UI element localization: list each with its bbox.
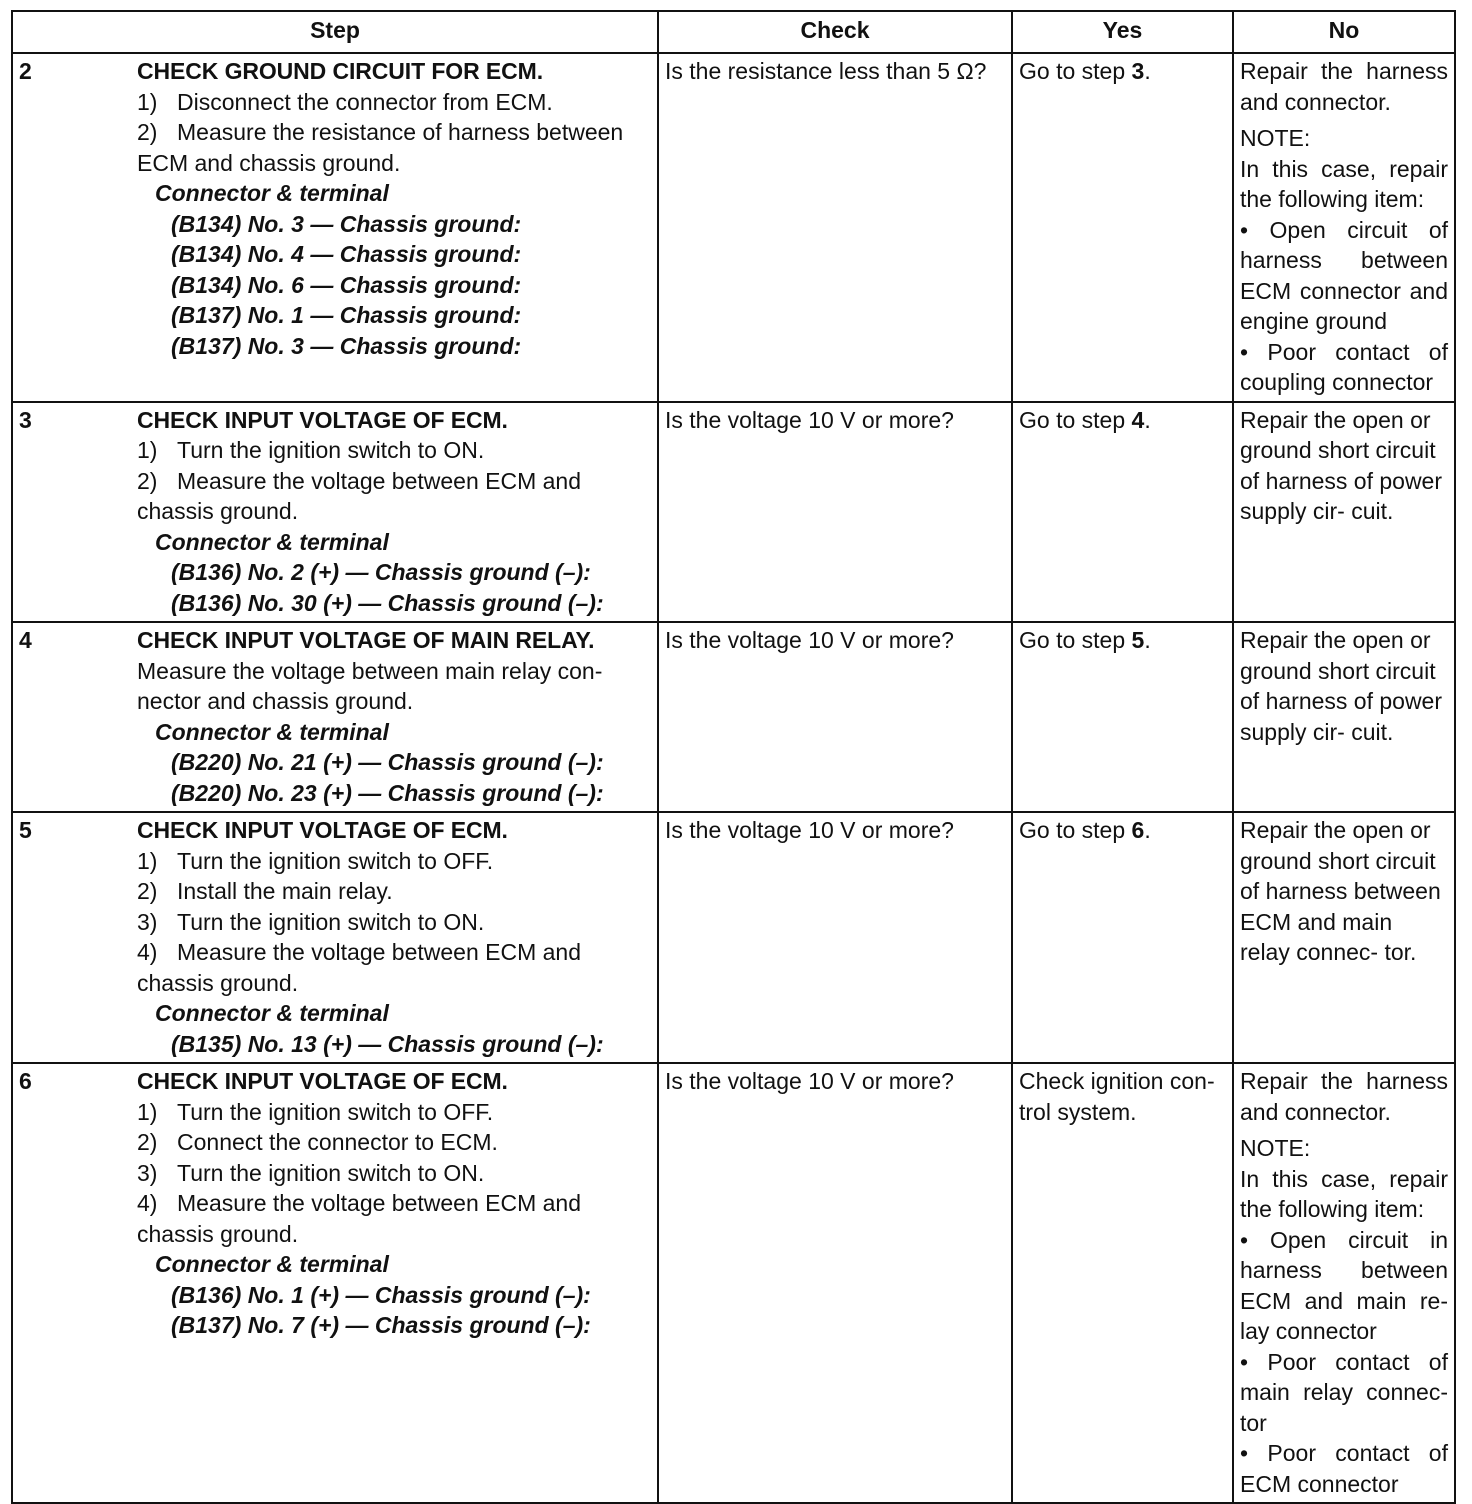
note-bullet: • Poor contact of ECM connector	[1240, 1440, 1448, 1497]
no-cell	[1233, 1063, 1455, 1503]
instruction-text: Connect the connector to ECM.	[177, 1129, 498, 1155]
instruction-text: Measure the resistance of harness between ECM and chassis ground.	[137, 119, 624, 176]
connector-title: Connector & terminal	[155, 180, 389, 206]
yes-suffix: .	[1144, 817, 1151, 843]
no-cell	[1233, 812, 1455, 1063]
instruction-number: 3)	[137, 908, 158, 935]
table-row-step-2	[12, 53, 1455, 402]
instruction-number: 2)	[137, 878, 158, 904]
instruction-text: Measure the voltage between ECM and chassis ground.	[137, 939, 582, 996]
connector-terminal: (B220) No. 23 (+) — Chassis ground (–):	[171, 779, 604, 806]
note-bullet: • Poor contact of coupling connector	[1240, 338, 1448, 395]
note-bullet: • Open circuit of harness between ECM connector and engine ground	[1240, 216, 1448, 334]
step-title: CHECK GROUND CIRCUIT FOR ECM.	[137, 58, 543, 84]
instruction-item	[137, 1188, 651, 1249]
step-title: CHECK INPUT VOLTAGE OF MAIN RELAY.	[137, 627, 595, 653]
step-cell	[12, 812, 658, 1063]
connector-terminal: (B135) No. 13 (+) — Chassis ground (–):	[171, 1030, 604, 1057]
instruction-item	[137, 907, 651, 938]
instruction-text: Measure the voltage between ECM and chassis ground.	[137, 1190, 582, 1247]
table-row-step-4	[12, 622, 1455, 812]
instruction-number: 1)	[137, 1098, 158, 1125]
no-action: Repair the harness and connector.	[1240, 58, 1448, 115]
yes-suffix: .	[1144, 627, 1151, 653]
step-number: 3	[19, 406, 32, 433]
instruction-number: 4)	[137, 939, 158, 965]
instruction-item	[137, 846, 651, 877]
header-step: Step	[12, 11, 658, 53]
step-cell	[12, 1063, 658, 1503]
instruction-item	[137, 87, 651, 118]
check-cell: Is the voltage 10 V or more?	[658, 402, 1012, 623]
instruction-text: Measure the voltage between main relay con- nector and chassis ground.	[137, 657, 603, 714]
instruction-number: 3)	[137, 1159, 158, 1186]
step-title: CHECK INPUT VOLTAGE OF ECM.	[137, 1068, 508, 1094]
step-cell	[12, 622, 658, 812]
instruction-number: 2)	[137, 1129, 158, 1155]
yes-suffix: .	[1144, 406, 1151, 433]
instruction-text: Install the main relay.	[177, 878, 393, 904]
note-label: NOTE:	[1240, 1135, 1311, 1161]
yes-prefix: Go to step	[1019, 406, 1132, 433]
no-cell	[1233, 402, 1455, 623]
header-yes: Yes	[1012, 11, 1233, 53]
connector-terminal: (B136) No. 1 (+) — Chassis ground (–):	[171, 1281, 591, 1308]
step-number: 5	[19, 817, 32, 843]
yes-cell	[1012, 812, 1233, 1063]
table-row-step-5	[12, 812, 1455, 1063]
step-number: 6	[19, 1068, 32, 1094]
connector-terminal: (B137) No. 7 (+) — Chassis ground (–):	[171, 1312, 591, 1338]
connector-terminal: (B136) No. 2 (+) — Chassis ground (–):	[171, 559, 591, 585]
instruction-text: Turn the ignition switch to ON.	[177, 437, 485, 463]
header-check: Check	[658, 11, 1012, 53]
instruction-item	[137, 1097, 651, 1128]
connector-title: Connector & terminal	[155, 718, 389, 745]
yes-step: 3	[1131, 58, 1145, 84]
no-action: Repair the open or ground short circuit of harness between ECM and main relay connec- tor.	[1240, 817, 1441, 965]
connector-terminal: (B136) No. 30 (+) — Chassis ground (–):	[171, 589, 604, 616]
instruction-item	[137, 1127, 651, 1158]
step-title: CHECK INPUT VOLTAGE OF ECM.	[137, 406, 508, 433]
yes-prefix: Go to step	[1019, 58, 1132, 84]
header-row	[12, 11, 1455, 53]
yes-suffix: .	[1144, 58, 1151, 84]
instruction-text: Turn the ignition switch to ON.	[177, 1159, 485, 1186]
diagnostic-table	[11, 10, 1456, 1504]
note-label: NOTE:	[1240, 125, 1311, 151]
instruction-number: 4)	[137, 1190, 158, 1216]
note-text: In this case, repair the following item:	[1240, 155, 1448, 212]
connector-terminal: (B134) No. 6 — Chassis ground:	[171, 271, 522, 298]
instruction-number: 1)	[137, 88, 158, 115]
step-title: CHECK INPUT VOLTAGE OF ECM.	[137, 817, 508, 843]
yes-cell	[1012, 622, 1233, 812]
yes-step: 5	[1131, 627, 1145, 653]
instruction-item	[137, 466, 651, 527]
connector-title: Connector & terminal	[155, 1000, 389, 1026]
table-row-step-3	[12, 402, 1455, 623]
yes-prefix: Go to step	[1019, 627, 1132, 653]
note-text: In this case, repair the following item:	[1240, 1165, 1448, 1222]
yes-cell	[1012, 402, 1233, 623]
check-cell: Is the voltage 10 V or more?	[658, 1063, 1012, 1503]
instruction-item	[137, 117, 651, 178]
instruction-number: 1)	[137, 437, 158, 463]
instruction-text: Disconnect the connector from ECM.	[177, 88, 553, 115]
yes-prefix: Go to step	[1019, 817, 1132, 843]
check-cell: Is the voltage 10 V or more?	[658, 812, 1012, 1063]
yes-cell	[1012, 53, 1233, 402]
connector-title: Connector & terminal	[155, 528, 389, 555]
table-row-step-6	[12, 1063, 1455, 1503]
check-cell: Is the resistance less than 5 Ω?	[658, 53, 1012, 402]
instruction-item	[137, 1158, 651, 1189]
connector-terminal: (B137) No. 1 — Chassis ground:	[171, 302, 522, 328]
instruction-number: 2)	[137, 119, 158, 145]
connector-terminal: (B134) No. 3 — Chassis ground:	[171, 210, 522, 237]
yes-step: 6	[1131, 817, 1145, 843]
no-action: Repair the open or ground short circuit of harness of power supply cir- cuit.	[1240, 406, 1443, 524]
step-number: 4	[19, 627, 32, 653]
step-number: 2	[19, 58, 32, 84]
connector-title: Connector & terminal	[155, 1251, 389, 1277]
no-action: Repair the open or ground short circuit of harness of power supply cir- cuit.	[1240, 627, 1443, 745]
instruction-item	[137, 435, 651, 466]
check-cell: Is the voltage 10 V or more?	[658, 622, 1012, 812]
no-action: Repair the harness and connector.	[1240, 1068, 1448, 1125]
connector-terminal: (B220) No. 21 (+) — Chassis ground (–):	[171, 749, 604, 775]
step-cell	[12, 53, 658, 402]
note-bullet: • Open circuit in harness between ECM and main re- lay connector	[1240, 1226, 1448, 1344]
instruction-number: 1)	[137, 847, 158, 874]
instruction-item	[137, 876, 651, 907]
no-cell	[1233, 53, 1455, 402]
instruction-text: Measure the voltage between ECM and chassis ground.	[137, 467, 582, 524]
step-cell	[12, 402, 658, 623]
instruction-text: Turn the ignition switch to OFF.	[177, 1098, 494, 1125]
instruction-item	[137, 937, 651, 998]
no-cell	[1233, 622, 1455, 812]
note-bullet: • Poor contact of main relay connec- tor	[1240, 1348, 1448, 1436]
connector-terminal: (B137) No. 3 — Chassis ground:	[171, 332, 522, 359]
instruction-text: Turn the ignition switch to OFF.	[177, 847, 494, 874]
yes-cell: Check ignition con- trol system.	[1012, 1063, 1233, 1503]
header-no: No	[1233, 11, 1455, 53]
instruction-number: 2)	[137, 467, 158, 494]
connector-terminal: (B134) No. 4 — Chassis ground:	[171, 241, 522, 267]
yes-step: 4	[1131, 406, 1145, 433]
instruction-text: Turn the ignition switch to ON.	[177, 908, 485, 935]
